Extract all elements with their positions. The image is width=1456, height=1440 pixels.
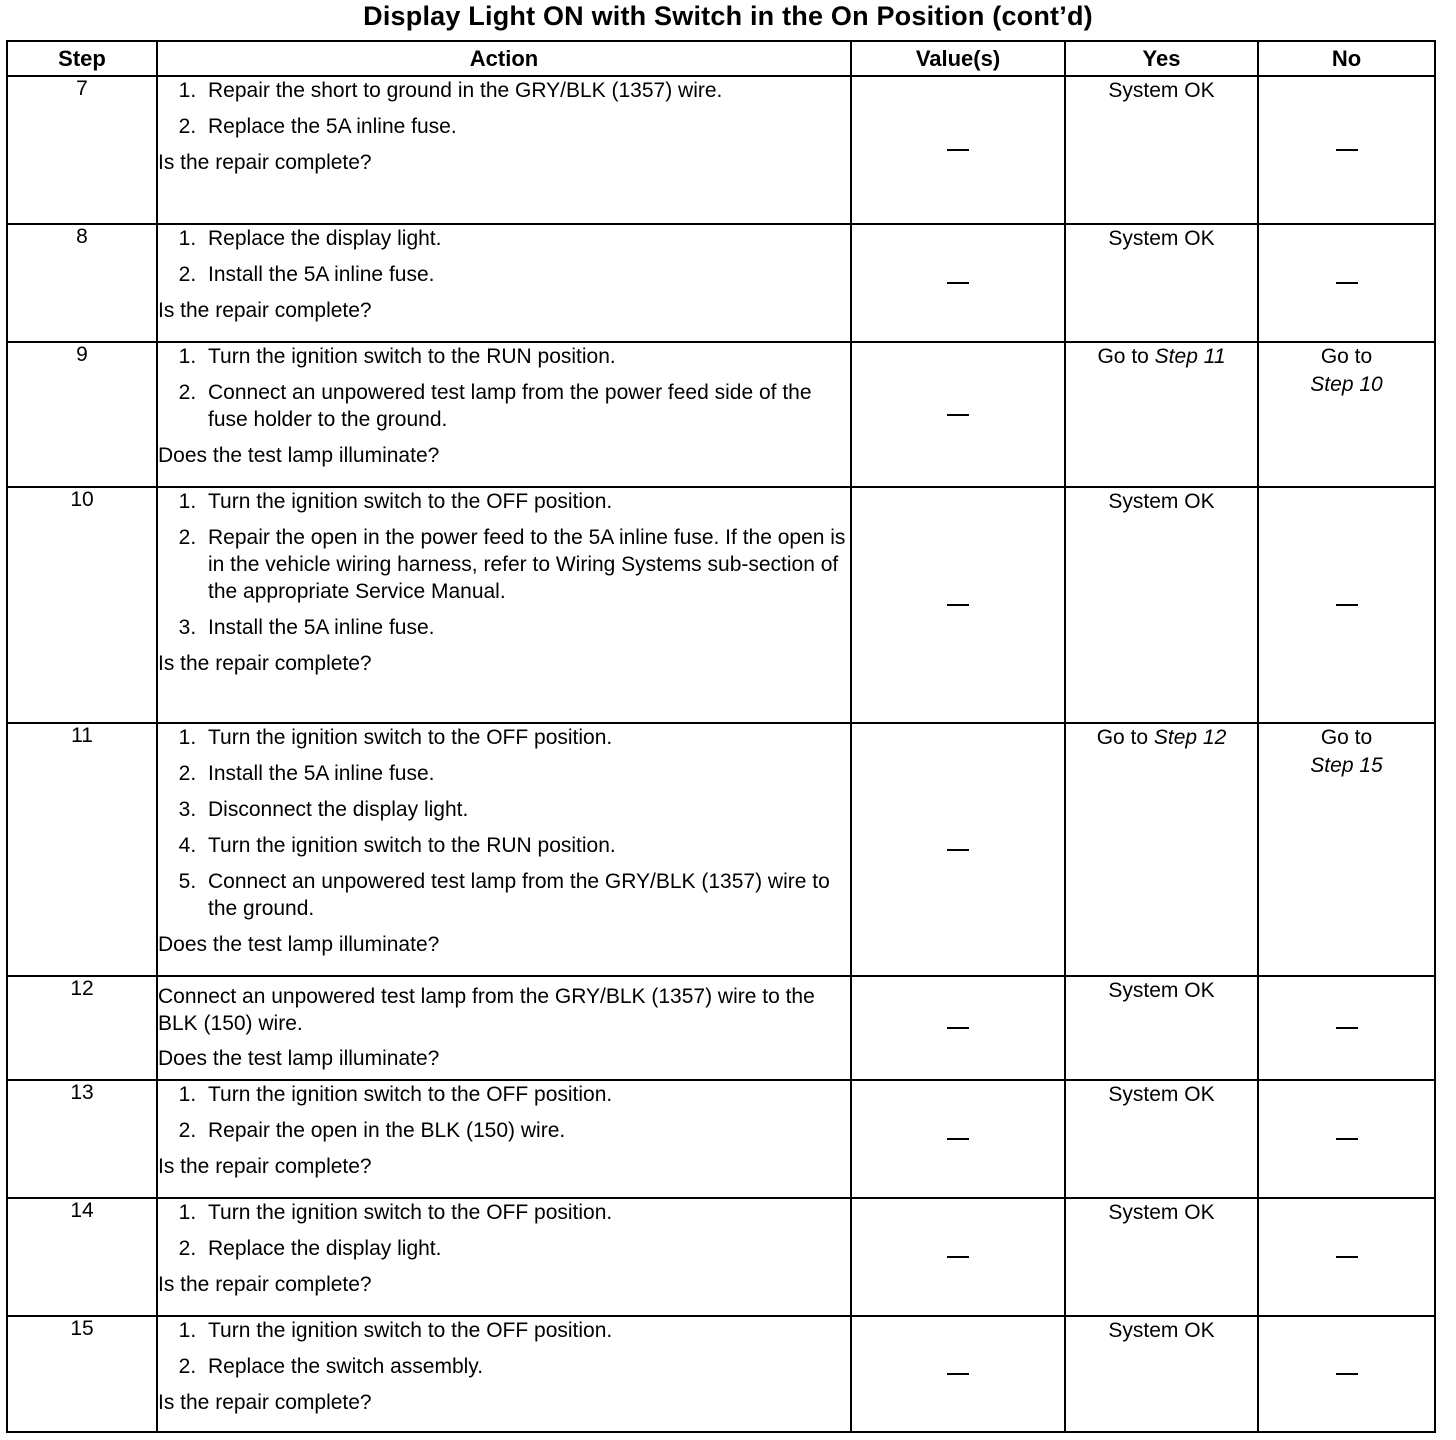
action-list	[158, 488, 850, 641]
step-number: 9	[7, 342, 157, 487]
step-number: 15	[7, 1316, 157, 1432]
yes-result: System OK	[1108, 490, 1215, 513]
table-row	[7, 1198, 1435, 1316]
action-question: Does the test lamp illuminate?	[158, 933, 440, 956]
action-list	[158, 1317, 850, 1380]
action-item: 2. Repair the open in the power feed to the 5A inline fuse. If the open is in the vehicle wiring harness, refer to Wiring Systems sub-section of the appropriate Service Manual.	[202, 524, 850, 605]
no-goto-label: Go to	[1320, 345, 1373, 368]
dash-icon	[947, 1027, 969, 1029]
action-cell	[157, 487, 851, 723]
action-item: 2. Connect an unpowered test lamp from the power feed side of the fuse holder to the ground.	[202, 379, 850, 433]
yes-step-link[interactable]: Step 12	[1153, 726, 1227, 749]
dash-icon	[947, 604, 969, 606]
no-cell	[1258, 487, 1435, 723]
action-list	[158, 1081, 850, 1144]
value-cell	[851, 487, 1065, 723]
step-number: 14	[7, 1198, 157, 1316]
step-number: 10	[7, 487, 157, 723]
header-yes: Yes	[1065, 41, 1258, 76]
dash-icon	[947, 849, 969, 851]
table-row	[7, 342, 1435, 487]
no-cell	[1258, 976, 1435, 1080]
action-question: Does the test lamp illuminate?	[158, 444, 440, 467]
value-cell	[851, 1080, 1065, 1198]
yes-result: System OK	[1108, 979, 1215, 1002]
no-step-link[interactable]: Step 15	[1310, 754, 1383, 777]
action-cell	[157, 76, 851, 224]
value-cell	[851, 342, 1065, 487]
action-item: 1. Turn the ignition switch to the OFF position.	[202, 1081, 850, 1108]
action-list	[158, 1199, 850, 1262]
header-row	[7, 41, 1435, 76]
table-row	[7, 76, 1435, 224]
dash-icon	[1336, 604, 1358, 606]
dash-icon	[947, 414, 969, 416]
yes-cell	[1065, 224, 1258, 342]
action-item: 3. Disconnect the display light.	[202, 796, 850, 823]
action-item: 2. Install the 5A inline fuse.	[202, 760, 850, 787]
dash-icon	[1336, 1373, 1358, 1375]
step-number: 13	[7, 1080, 157, 1198]
action-cell	[157, 723, 851, 976]
yes-result: System OK	[1108, 1201, 1215, 1224]
action-cell	[157, 1316, 851, 1432]
action-item: 1. Turn the ignition switch to the OFF position.	[202, 1199, 850, 1226]
value-cell	[851, 1316, 1065, 1432]
step-number: 8	[7, 224, 157, 342]
yes-cell	[1065, 1080, 1258, 1198]
action-item: 5. Connect an unpowered test lamp from the GRY/BLK (1357) wire to the ground.	[202, 868, 850, 922]
header-values: Value(s)	[851, 41, 1065, 76]
dash-icon	[947, 1138, 969, 1140]
yes-result: System OK	[1108, 79, 1215, 102]
table-row	[7, 224, 1435, 342]
table-row	[7, 976, 1435, 1080]
dash-icon	[947, 282, 969, 284]
header-action: Action	[157, 41, 851, 76]
header-no: No	[1258, 41, 1435, 76]
no-cell	[1258, 224, 1435, 342]
table-row	[7, 1316, 1435, 1432]
action-question: Is the repair complete?	[158, 1155, 372, 1178]
action-question: Is the repair complete?	[158, 1273, 372, 1296]
no-cell	[1258, 342, 1435, 487]
dash-icon	[1336, 1027, 1358, 1029]
action-text: Connect an unpowered test lamp from the GRY/BLK (1357) wire to the BLK (150) wire.	[158, 985, 815, 1035]
dash-icon	[947, 1373, 969, 1375]
action-item: 2. Install the 5A inline fuse.	[202, 261, 850, 288]
action-cell	[157, 976, 851, 1080]
action-list	[158, 225, 850, 288]
value-cell	[851, 976, 1065, 1080]
action-item: 3. Install the 5A inline fuse.	[202, 614, 850, 641]
yes-goto-label: Go to	[1096, 726, 1154, 749]
header-step: Step	[7, 41, 157, 76]
no-cell	[1258, 1316, 1435, 1432]
action-item: 2. Repair the open in the BLK (150) wire.	[202, 1117, 850, 1144]
action-list	[158, 77, 850, 140]
yes-cell	[1065, 487, 1258, 723]
dash-icon	[1336, 282, 1358, 284]
table-row	[7, 723, 1435, 976]
action-item: 1. Turn the ignition switch to the OFF position.	[202, 724, 850, 751]
dash-icon	[1336, 1256, 1358, 1258]
action-item: 2. Replace the switch assembly.	[202, 1353, 850, 1380]
action-list	[158, 724, 850, 922]
no-cell	[1258, 76, 1435, 224]
action-question: Is the repair complete?	[158, 151, 372, 174]
value-cell	[851, 224, 1065, 342]
yes-result: System OK	[1108, 227, 1215, 250]
dash-icon	[947, 1256, 969, 1258]
action-cell	[157, 1198, 851, 1316]
no-step-link[interactable]: Step 10	[1310, 373, 1383, 396]
value-cell	[851, 723, 1065, 976]
yes-cell	[1065, 1198, 1258, 1316]
yes-cell	[1065, 976, 1258, 1080]
action-item: 1. Turn the ignition switch to the RUN position.	[202, 343, 850, 370]
action-list	[158, 343, 850, 433]
yes-cell	[1065, 76, 1258, 224]
dash-icon	[947, 149, 969, 151]
action-question: Does the test lamp illuminate?	[158, 1047, 440, 1070]
no-goto-label: Go to	[1320, 726, 1373, 749]
action-item: 1. Turn the ignition switch to the OFF position.	[202, 488, 850, 515]
action-cell	[157, 342, 851, 487]
yes-cell	[1065, 342, 1258, 487]
yes-cell	[1065, 1316, 1258, 1432]
dash-icon	[1336, 149, 1358, 151]
yes-result: System OK	[1108, 1083, 1215, 1106]
action-question: Is the repair complete?	[158, 652, 372, 675]
action-item: 4. Turn the ignition switch to the RUN position.	[202, 832, 850, 859]
action-item: 2. Replace the 5A inline fuse.	[202, 113, 850, 140]
yes-result: System OK	[1108, 1319, 1215, 1342]
step-number: 12	[7, 976, 157, 1080]
yes-step-link[interactable]: Step 11	[1154, 345, 1226, 368]
action-question: Is the repair complete?	[158, 299, 372, 322]
action-item: 2. Replace the display light.	[202, 1235, 850, 1262]
page-title: Display Light ON with Switch in the On Position (cont’d)	[363, 1, 1093, 31]
yes-goto-label: Go to	[1097, 345, 1155, 368]
value-cell	[851, 1198, 1065, 1316]
action-item: 1. Turn the ignition switch to the OFF position.	[202, 1317, 850, 1344]
step-number: 11	[7, 723, 157, 976]
no-cell	[1258, 723, 1435, 976]
diagnostic-table	[6, 40, 1436, 1433]
action-item: 1. Replace the display light.	[202, 225, 850, 252]
table-row	[7, 1080, 1435, 1198]
no-cell	[1258, 1080, 1435, 1198]
value-cell	[851, 76, 1065, 224]
action-cell	[157, 224, 851, 342]
dash-icon	[1336, 1138, 1358, 1140]
action-cell	[157, 1080, 851, 1198]
step-number: 7	[7, 76, 157, 224]
action-item: 1. Repair the short to ground in the GRY/BLK (1357) wire.	[202, 77, 850, 104]
table-row	[7, 487, 1435, 723]
action-question: Is the repair complete?	[158, 1391, 372, 1414]
no-cell	[1258, 1198, 1435, 1316]
yes-cell	[1065, 723, 1258, 976]
